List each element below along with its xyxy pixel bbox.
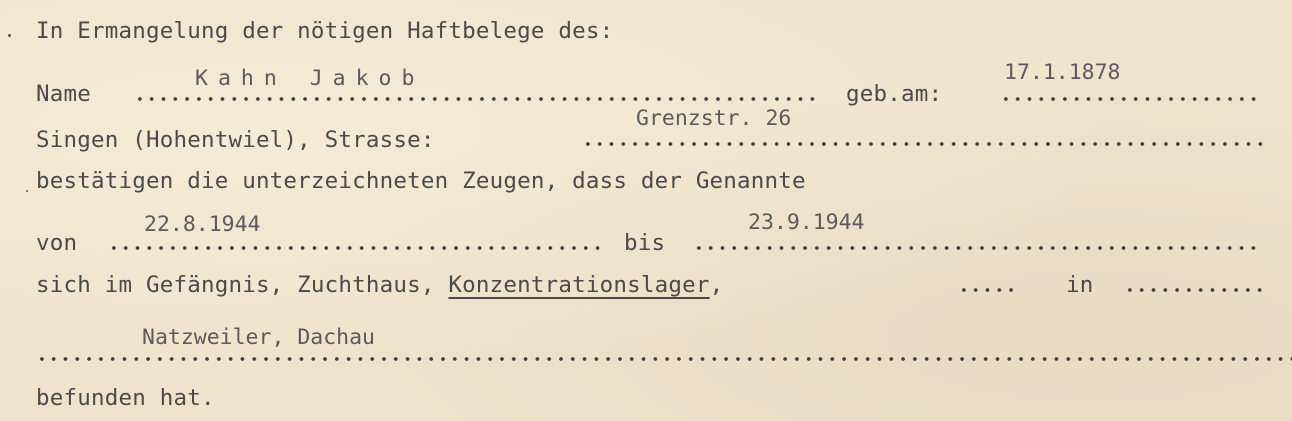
street-label: Singen (Hohentwiel), Strasse:: [36, 127, 435, 153]
to-date-value: 23.9.1944: [748, 210, 865, 235]
margin-speck: [8, 34, 11, 37]
from-label: von: [36, 230, 78, 256]
name-label: Name: [36, 81, 91, 107]
confirm-line: [36, 166, 1292, 196]
to-label: bis: [624, 230, 666, 256]
place-dotted-short: [958, 287, 1020, 293]
street-dotted-line: [582, 141, 1262, 147]
name-value: Kahn Jakob: [195, 66, 425, 91]
place-line: [36, 270, 1292, 300]
in-dotted-line: [1124, 287, 1262, 293]
born-label: geb.am:: [846, 81, 943, 107]
intro-text: In Ermangelung der nötigen Haftbelege des:: [36, 18, 614, 44]
end-line: [36, 383, 1292, 413]
from-dotted-line: [108, 245, 606, 251]
to-dotted-line: [693, 245, 1262, 251]
camps-value: Natzweiler, Dachau: [142, 325, 375, 350]
in-label: in: [1066, 272, 1094, 298]
place-prefix: sich im Gefängnis, Zuchthaus,: [36, 272, 435, 298]
from-date-value: 22.8.1944: [144, 212, 261, 237]
margin-speck: [26, 190, 28, 192]
end-text: befunden hat.: [36, 385, 215, 411]
camp-type-comma: ,: [709, 272, 724, 298]
street-value: Grenzstr. 26: [636, 106, 792, 131]
name-dotted-line: [134, 96, 820, 102]
confirm-text: bestätigen die unterzeichneten Zeugen, dass der Genannte: [36, 168, 806, 194]
birth-dotted-line: [1000, 96, 1262, 102]
camp-type-underlined: Konzentrationslager: [448, 272, 710, 298]
camps-dotted-line: [36, 356, 1292, 362]
intro-line: [36, 16, 1292, 46]
birth-date-value: 17.1.1878: [1004, 60, 1121, 85]
